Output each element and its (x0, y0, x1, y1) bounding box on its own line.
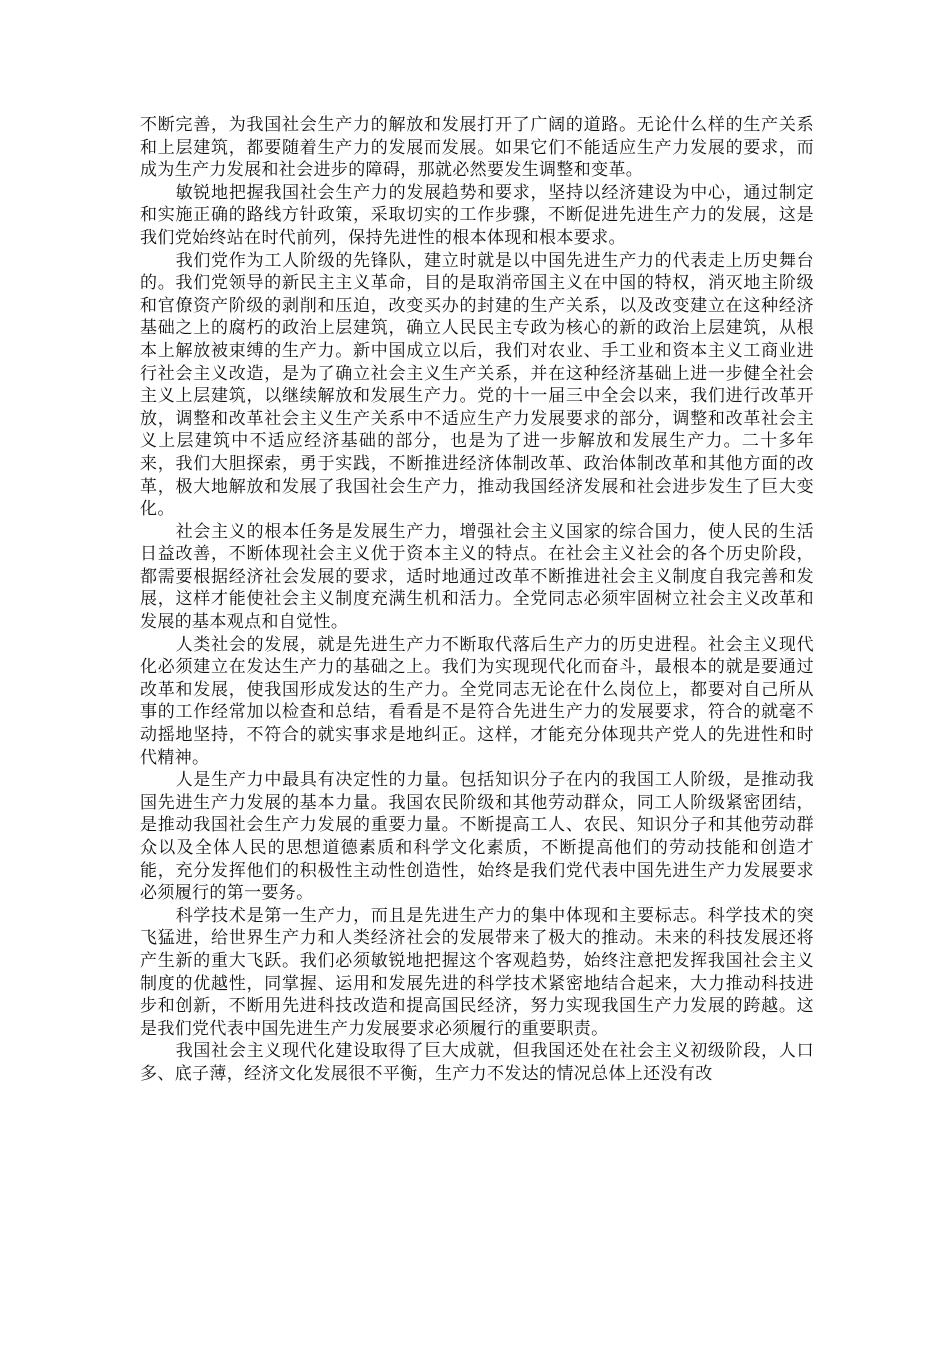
paragraph-2: 敏锐地把握我国社会生产力的发展趋势和要求，坚持以经济建设为中心，通过制定和实施正确的路线方针政策，采取切实的工作步骤，不断促进先进生产力的发展，这是我们党始终站在时代前列，保持先进性的根本体现和根本要求。 (140, 182, 814, 248)
paragraph-7: 科学技术是第一生产力，而且是先进生产力的集中体现和主要标志。科学技术的突飞猛进，给世界生产力和人类经济社会的发展带来了极大的推动。未来的科技发展还将产生新的重大飞跃。我们必须敏锐地把握这个客观趋势，始终注意把发挥我国社会主义制度的优越性，同掌握、运用和发展先进的科学技术紧密地结合起来，大力推动科技进步和创新，不断用先进科技改造和提高国民经济，努力实现我国生产力发展的跨越。这是我们党代表中国先进生产力发展要求必须履行的重要职责。 (140, 905, 814, 1039)
paragraph-1: 不断完善，为我国社会生产力的解放和发展打开了广阔的道路。无论什么样的生产关系和上层建筑，都要随着生产力的发展而发展。如果它们不能适应生产力发展的要求，而成为生产力发展和社会进步的障碍，那就必然要发生调整和变革。 (140, 115, 814, 181)
paragraph-4: 社会主义的根本任务是发展生产力，增强社会主义国家的综合国力，使人民的生活日益改善，不断体现社会主义优于资本主义的特点。在社会主义社会的各个历史阶段，都需要根据经济社会发展的要求，适时地通过改革不断推进社会主义制度自我完善和发展，这样才能使社会主义制度充满生机和活力。全党同志必须牢固树立社会主义改革和发展的基本观点和自觉性。 (140, 521, 814, 633)
paragraph-8: 我国社会主义现代化建设取得了巨大成就，但我国还处在社会主义初级阶段，人口多、底子薄，经济文化发展很不平衡，生产力不发达的情况总体上还没有改 (140, 1041, 814, 1084)
paragraph-3: 我们党作为工人阶级的先锋队，建立时就是以中国先进生产力的代表走上历史舞台的。我们党领导的新民主主义革命，目的是取消帝国主义在中国的特权，消灭地主阶级和官僚资产阶级的剥削和压迫，改变买办的封建的生产关系，以及改变建立在这种经济基础之上的腐朽的政治上层建筑，确立人民民主专政为核心的新的政治上层建筑，从根本上解放被束缚的生产力。新中国成立以后，我们对农业、手工业和资本主义工商业进行社会主义改造，是为了确立社会主义生产关系，并在这种经济基础上进一步健全社会主义上层建筑，以继续解放和发展生产力。党的十一届三中全会以来，我们进行改革开放，调整和改革社会主义生产关系中不适应生产力发展要求的部分，调整和改革社会主义上层建筑中不适应经济基础的部分，也是为了进一步解放和发展生产力。二十多年来，我们大胆探索，勇于实践，不断推进经济体制改革、政治体制改革和其他方面的改革，极大地解放和发展了我国社会生产力，推动我国经济发展和社会进步发生了巨大变化。 (140, 250, 814, 520)
paragraph-5: 人类社会的发展，就是先进生产力不断取代落后生产力的历史进程。社会主义现代化必须建立在发达生产力的基础之上。我们为实现现代化而奋斗，最根本的就是要通过改革和发展，使我国形成发达的生产力。全党同志无论在什么岗位上，都要对自己所从事的工作经常加以检查和总结，看看是不是符合先进生产力的发展要求，符合的就毫不动摇地坚持，不符合的就实事求是地纠正。这样，才能充分体现共产党人的先进性和时代精神。 (140, 634, 814, 768)
body-text (140, 114, 814, 1086)
paragraph-6: 人是生产力中最具有决定性的力量。包括知识分子在内的我国工人阶级，是推动我国先进生产力发展的基本力量。我国农民阶级和其他劳动群众，同工人阶级紧密团结，是推动我国社会生产力发展的重要力量。不断提高工人、农民、知识分子和其他劳动群众以及全体人民的思想道德素质和科学文化素质，不断提高他们的劳动技能和创造才能，充分发挥他们的积极性主动性创造性，始终是我们党代表中国先进生产力发展要求必须履行的第一要务。 (140, 770, 814, 904)
